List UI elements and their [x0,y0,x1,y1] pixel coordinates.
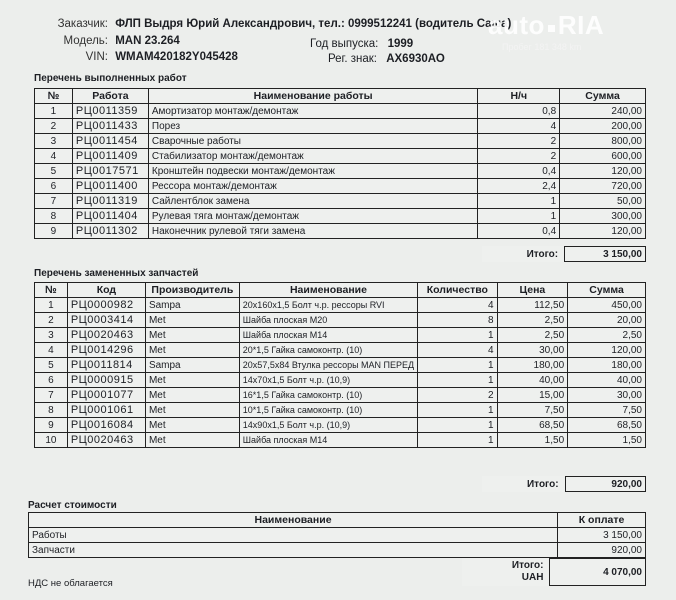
customer-label: Заказчик: [57,18,108,30]
calc-col-pay: К оплате [558,513,646,528]
parts-row-cell: 8 [418,313,497,328]
parts-row-cell: 8 [35,403,68,418]
works-row-cell: 2 [478,134,560,149]
works-row [35,134,646,149]
works-row [35,104,646,119]
parts-col-name: Наименование [239,283,417,298]
calc-total-value: 4 070,00 [550,559,646,586]
calc-col-name: Наименование [29,513,558,528]
parts-row-cell: 10*1,5 Гайка самоконтр. (10) [239,403,417,418]
works-row-cell: РЦ0011400 [72,179,148,194]
parts-total [482,476,646,492]
works-row-cell: РЦ0017571 [72,164,148,179]
parts-row [35,328,646,343]
watermark-brand-right: RIA [557,10,605,40]
works-row-cell: 4 [478,119,560,134]
parts-row-cell: Met [145,403,239,418]
works-row [35,194,646,209]
calc-total-currency: UAH [521,572,544,583]
works-row-cell: РЦ0011454 [72,134,148,149]
works-rows [35,104,646,239]
parts-row [35,373,646,388]
parts-row [35,388,646,403]
parts-row-cell: 450,00 [568,298,646,313]
reg-line [328,53,445,65]
parts-row-cell: 1 [418,358,497,373]
parts-col-maker: Производитель [145,283,239,298]
parts-row-cell: 1 [418,373,497,388]
works-row-cell: 2 [478,149,560,164]
calc-total [462,558,646,586]
parts-title: Перечень замененных запчастей [34,268,199,279]
calc-title: Расчет стоимости [28,500,117,511]
parts-row [35,298,646,313]
works-row-cell: РЦ0011433 [72,119,148,134]
parts-total-label: Итого: [526,478,559,490]
parts-row [35,433,646,448]
calc-table [28,512,646,558]
parts-row-cell: Sampa [145,358,239,373]
parts-header-row [35,283,646,298]
works-title: Перечень выполненных работ [34,73,187,84]
parts-row-cell: Шайба плоская M14 [239,328,417,343]
works-row-cell: 0,4 [478,224,560,239]
customer-value: ФЛП Выдря Юрий Александрович, тел.: 0999512241 (водитель Саша) [115,18,512,30]
works-table [34,88,646,239]
autoria-watermark [488,10,630,54]
parts-row-cell: 2,50 [497,313,568,328]
parts-row-cell: Met [145,313,239,328]
parts-row-cell: Met [145,328,239,343]
parts-row-cell: РЦ0001061 [67,403,145,418]
works-row-cell: 200,00 [560,119,646,134]
parts-col-code: Код [67,283,145,298]
parts-row-cell: 3 [35,328,68,343]
works-row-cell: Кронштейн подвески монтаж/демонтаж [148,164,477,179]
parts-row-cell: Met [145,433,239,448]
works-row [35,209,646,224]
works-row-cell: РЦ0011319 [72,194,148,209]
works-row-cell: 1 [478,209,560,224]
works-col-work: Работа [72,89,148,104]
works-row-cell: 800,00 [560,134,646,149]
year-label: Год выпуска: [310,38,379,50]
parts-row-cell: Шайба плоская M14 [239,433,417,448]
year-line [310,38,413,50]
calc-row-cell: Работы [29,528,558,543]
parts-rows [35,298,646,448]
parts-row-cell: РЦ0016084 [67,418,145,433]
parts-row-cell: 14x90x1,5 Болт ч.р. (10,9) [239,418,417,433]
parts-row-cell: РЦ0020463 [67,433,145,448]
works-row-cell: 50,00 [560,194,646,209]
works-row-cell: РЦ0011359 [72,104,148,119]
parts-col-price: Цена [497,283,568,298]
works-col-name: Наименование работы [148,89,477,104]
works-row-cell: 1 [35,104,73,119]
parts-row-cell: Шайба плоская M20 [239,313,417,328]
works-row-cell: 5 [35,164,73,179]
parts-row-cell: 30,00 [497,343,568,358]
parts-col-qty: Количество [418,283,497,298]
parts-table [34,282,646,448]
parts-row-cell: 1 [418,328,497,343]
calc-row-cell: 3 150,00 [558,528,646,543]
works-col-sum: Сумма [560,89,646,104]
works-row [35,179,646,194]
works-row-cell: РЦ0011409 [72,149,148,164]
parts-row-cell: 2 [35,313,68,328]
parts-row-cell: 20,00 [568,313,646,328]
calc-row-cell: Запчасти [29,543,558,558]
vin-line [30,51,238,63]
parts-row-cell: 20*1,5 Гайка самоконтр. (10) [239,343,417,358]
parts-row-cell: 10 [35,433,68,448]
parts-row-cell: 1,50 [568,433,646,448]
parts-row-cell: 68,50 [568,418,646,433]
works-row-cell: 0,8 [478,104,560,119]
parts-row-cell: Sampa [145,298,239,313]
parts-row [35,343,646,358]
calc-total-label: Итого: [511,560,544,571]
works-row-cell: 1 [478,194,560,209]
parts-row-cell: РЦ0001077 [67,388,145,403]
works-row-cell: Порез [148,119,477,134]
parts-row-cell: 9 [35,418,68,433]
vin-label: VIN: [85,51,108,63]
watermark-dot-icon [548,25,555,32]
parts-row-cell: РЦ0000982 [67,298,145,313]
parts-row-cell: 5 [35,358,68,373]
vin-value: WMAM420182Y045428 [115,51,238,63]
parts-row-cell: 1,50 [497,433,568,448]
parts-row-cell: Met [145,388,239,403]
parts-col-sum: Сумма [568,283,646,298]
parts-row-cell: 14x70x1,5 Болт ч.р. (10,9) [239,373,417,388]
calc-row [29,528,646,543]
works-total-label: Итого: [526,248,559,260]
parts-row-cell: РЦ0011814 [67,358,145,373]
parts-row-cell: 40,00 [568,373,646,388]
parts-row-cell: 1 [418,403,497,418]
parts-row [35,313,646,328]
parts-row [35,358,646,373]
parts-row-cell: 16*1,5 Гайка самоконтр. (10) [239,388,417,403]
works-row-cell: 3 [35,134,73,149]
calc-row [29,543,646,558]
parts-row-cell: 7,50 [568,403,646,418]
works-col-hours: Н/ч [478,89,560,104]
parts-row-cell: 68,50 [497,418,568,433]
vat-note: НДС не облагается [28,578,113,589]
customer-line [30,18,511,30]
parts-row-cell: РЦ0000915 [67,373,145,388]
watermark-brand-left: auto [488,10,545,40]
works-row [35,224,646,239]
works-row-cell: 720,00 [560,179,646,194]
reg-value: АХ6930АО [386,53,445,65]
works-row-cell: 240,00 [560,104,646,119]
model-line [30,35,180,47]
works-row-cell: Наконечник рулевой тяги замена [148,224,477,239]
works-total [482,246,646,262]
parts-row-cell: 20x57,5x84 Втулка рессоры MAN ПЕРЕД [239,358,417,373]
parts-row [35,403,646,418]
parts-row-cell: 1 [418,433,497,448]
works-row-cell: Сайлентблок замена [148,194,477,209]
parts-row-cell: 120,00 [568,343,646,358]
year-value: 1999 [387,38,414,50]
works-row-cell: 9 [35,224,73,239]
model-label: Модель: [63,35,108,47]
parts-row-cell: 2,50 [568,328,646,343]
works-row-cell: Сварочные работы [148,134,477,149]
calc-rows [29,528,646,558]
parts-row-cell: 1 [35,298,68,313]
works-row-cell: 4 [35,149,73,164]
parts-row-cell: 4 [418,298,497,313]
model-value: MAN 23.264 [115,35,180,47]
parts-row-cell: 30,00 [568,388,646,403]
parts-row-cell: 2 [418,388,497,403]
works-row-cell: 2 [35,119,73,134]
calc-header-row [29,513,646,528]
works-row-cell: РЦ0011302 [72,224,148,239]
works-row-cell: 6 [35,179,73,194]
works-row-cell: Рессора монтаж/демонтаж [148,179,477,194]
parts-row [35,418,646,433]
works-row-cell: 120,00 [560,164,646,179]
works-col-no: № [35,89,73,104]
parts-row-cell: 180,00 [568,358,646,373]
parts-row-cell: Met [145,418,239,433]
parts-row-cell: 20x160x1,5 Болт ч.р. рессоры RVI [239,298,417,313]
parts-row-cell: Met [145,373,239,388]
parts-row-cell: РЦ0020463 [67,328,145,343]
parts-row-cell: Met [145,343,239,358]
parts-total-value: 920,00 [565,477,645,492]
parts-row-cell: 15,00 [497,388,568,403]
parts-row-cell: 7,50 [497,403,568,418]
works-row [35,164,646,179]
parts-row-cell: 2,50 [497,328,568,343]
works-row-cell: Стабилизатор монтаж/демонтаж [148,149,477,164]
calc-row-cell: 920,00 [558,543,646,558]
works-row-cell: 0,4 [478,164,560,179]
works-row-cell: РЦ0011404 [72,209,148,224]
parts-row-cell: 4 [35,343,68,358]
parts-row-cell: 40,00 [497,373,568,388]
parts-row-cell: 6 [35,373,68,388]
works-total-value: 3 150,00 [565,247,646,262]
parts-col-no: № [35,283,68,298]
watermark-mileage: Пробег 181 348 km [502,42,582,52]
works-row-cell: Амортизатор монтаж/демонтаж [148,104,477,119]
works-row-cell: 8 [35,209,73,224]
parts-row-cell: 180,00 [497,358,568,373]
calc-total-label-cell [462,559,550,586]
works-row-cell: Рулевая тяга монтаж/демонтаж [148,209,477,224]
works-row-cell: 7 [35,194,73,209]
parts-row-cell: 4 [418,343,497,358]
works-row [35,119,646,134]
parts-row-cell: 112,50 [497,298,568,313]
works-row [35,149,646,164]
parts-row-cell: РЦ0003414 [67,313,145,328]
works-row-cell: 300,00 [560,209,646,224]
works-row-cell: 2,4 [478,179,560,194]
works-row-cell: 600,00 [560,149,646,164]
reg-label: Рег. знак: [328,53,377,65]
works-row-cell: 120,00 [560,224,646,239]
parts-row-cell: 7 [35,388,68,403]
works-header-row [35,89,646,104]
parts-row-cell: РЦ0014296 [67,343,145,358]
parts-row-cell: 1 [418,418,497,433]
